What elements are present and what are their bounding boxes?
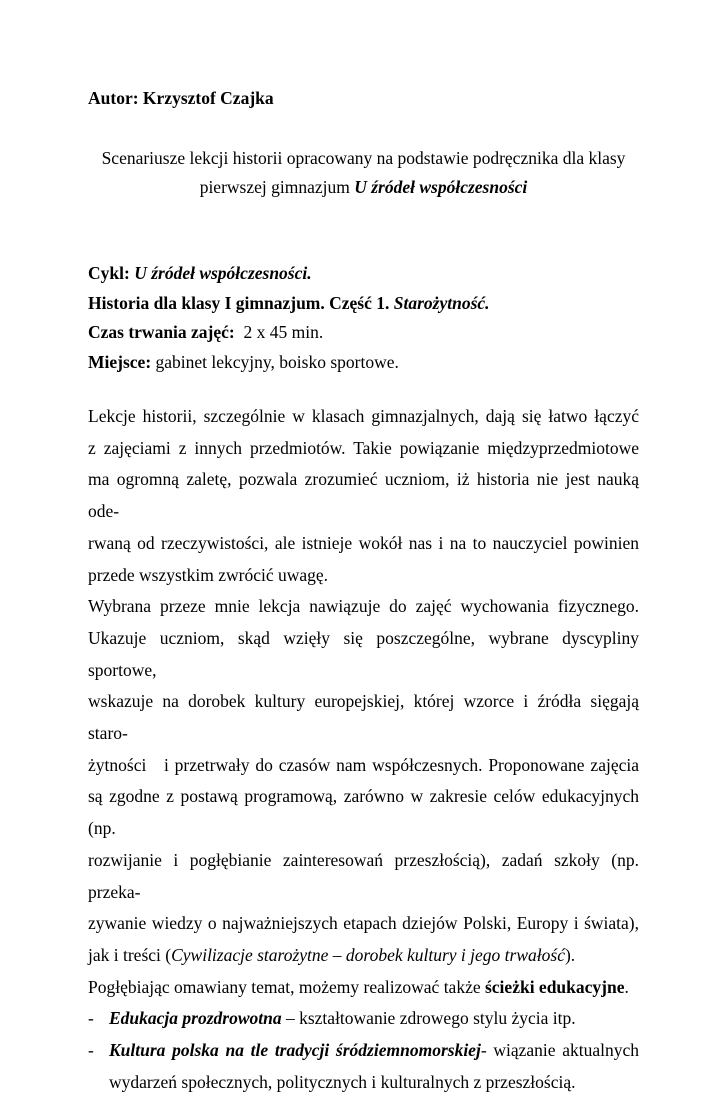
paragraph-1-line: przede wszystkim zwrócić uwagę.: [88, 564, 329, 585]
list-item-line: [109, 1035, 639, 1067]
program-content-title: Cywilizacje starożytne – dorobek kultury i jego trwałość: [171, 944, 565, 965]
paragraph-1-line: z zajęciami z innych przedmiotów. Takie powiązanie międzyprzedmiotowe: [88, 437, 639, 458]
paragraph-3: [88, 972, 639, 1004]
paragraph-2: [88, 591, 639, 971]
educational-paths: ścieżki edukacyjne: [484, 976, 625, 997]
paragraph-1-line: ma ogromną zaletę, pozwala zrozumieć uczniom, iż historia nie jest nauką ode-: [88, 469, 639, 522]
paragraph-2-line: Ukazuje uczniom, skąd wzięły się poszczególne, wybrane dyscypliny sportowe,: [88, 627, 639, 680]
paragraph-2-line: rozwijanie i pogłębianie zainteresowań przeszłością), zadań szkoły (np. przeka-: [88, 849, 639, 902]
list-item: [88, 1035, 639, 1098]
cykl-label: Cykl:: [88, 263, 130, 283]
miejsce-value: gabinet lekcyjny, boisko sportowe.: [151, 351, 399, 372]
paragraph-3-suffix: .: [624, 976, 629, 997]
list-item: [88, 1003, 639, 1035]
list-item-line: wydarzeń społecznych, politycznych i kulturalnych z przeszłością.: [109, 1071, 576, 1092]
paragraph-1: [88, 401, 639, 591]
paragraph-2-line: są zgodne z postawą programową, zarówno w zakresie celów edukacyjnych (np.: [88, 786, 639, 839]
author-line: Autor: Krzysztof Czajka: [88, 88, 274, 108]
czas-value: 2 x 45 min.: [234, 322, 324, 342]
list-dash: -: [88, 1040, 94, 1061]
lesson-meta: [88, 259, 639, 377]
paragraph-3-line: [88, 972, 639, 1004]
textbook-title: U źródeł współczesności: [354, 177, 528, 197]
miejsce-label: Miejsce:: [88, 351, 152, 372]
list-item-line: [109, 1003, 639, 1035]
paragraph-2-last-prefix: jak i treści (: [88, 944, 172, 965]
meta-cykl: [88, 259, 639, 289]
cykl-value: U źródeł współczesności.: [134, 263, 312, 283]
meta-historia: [88, 289, 639, 319]
historia-part: Starożytność.: [393, 292, 490, 313]
paragraph-2-line: żytności i przetrwały do czasów nam współczesnych. Proponowane zajęcia: [88, 754, 639, 775]
paragraph-1-line: rwaną od rzeczywistości, ale istnieje wokół nas i na to nauczyciel powinien: [88, 532, 639, 553]
list-item-title: Kultura polska na tle tradycji śródziemnomorskiej: [109, 1040, 481, 1061]
intro-line-2: [88, 173, 639, 202]
intro-line-1: Scenariusze lekcji historii opracowany na podstawie podręcznika dla klasy: [101, 148, 626, 168]
intro-line-2-prefix: pierwszej gimnazjum: [199, 177, 355, 197]
historia-prefix: Historia dla klasy I gimnazjum. Część 1.: [88, 292, 394, 313]
paragraph-1-line: Lekcje historii, szczególnie w klasach gimnazjalnych, dają się łatwo łączyć: [88, 406, 639, 426]
paragraph-2-line: wskazuje na dorobek kultury europejskiej, której wzorce i źródła sięgają staro-: [88, 691, 639, 744]
body-text: [88, 401, 639, 1098]
list-item-text: - wiązanie aktualnych: [480, 1040, 639, 1061]
czas-label: Czas trwania zajęć:: [88, 322, 235, 342]
paragraph-2-line: Wybrana przeze mnie lekcja nawiązuje do zajęć wychowania fizycznego.: [88, 596, 639, 617]
paragraph-2-last-line: [88, 940, 639, 972]
paragraph-2-line: zywanie wiedzy o najważniejszych etapach dziejów Polski, Europy i świata),: [88, 913, 639, 934]
list-dash: -: [88, 1008, 94, 1029]
paragraph-3-prefix: Pogłębiając omawiany temat, możemy realizować także: [88, 976, 485, 997]
meta-czas: [88, 318, 639, 348]
meta-miejsce: [88, 348, 639, 378]
list-item-text: – kształtowanie zdrowego stylu życia itp.: [281, 1008, 576, 1029]
intro-block: [88, 144, 639, 202]
paragraph-2-last-suffix: ).: [564, 944, 576, 965]
list-item-title: Edukacja prozdrowotna: [109, 1008, 282, 1029]
